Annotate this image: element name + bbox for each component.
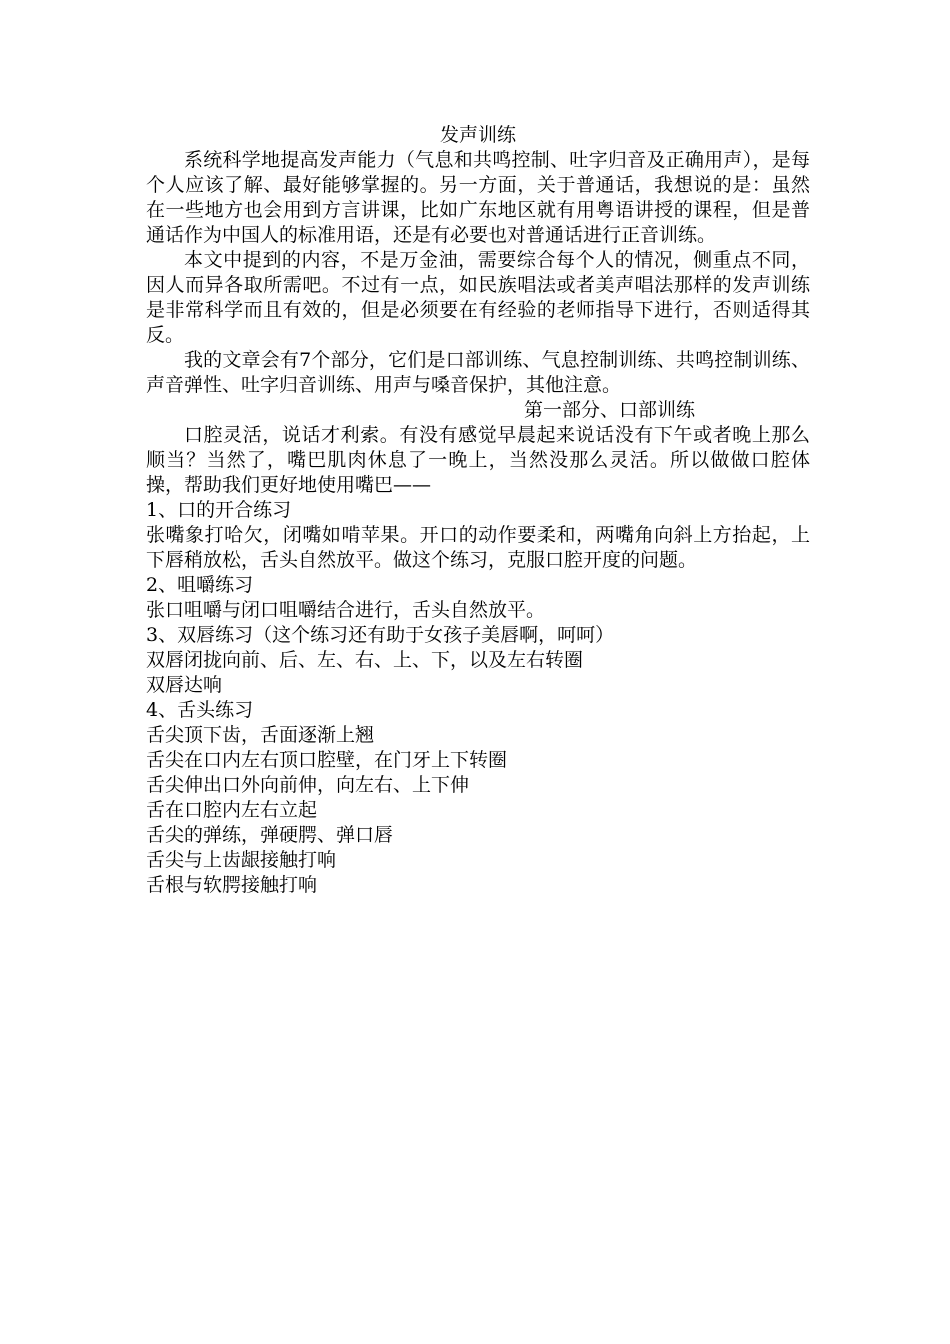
exercise-heading: 3、双唇练习（这个练习还有助于女孩子美唇啊，呵呵） xyxy=(146,624,615,646)
exercise-text: 舌尖在口内左右顶口腔壁，在门牙上下转圈 xyxy=(146,749,508,771)
intro-paragraph: 我的文章会有7个部分，它们是口部训练、气息控制训练、共鸣控制训练、声音弹性、吐字归音训练、用声与嗓音保护，其他注意。 xyxy=(146,349,810,396)
exercise-text: 张口咀嚼与闭口咀嚼结合进行，舌头自然放平。 xyxy=(146,599,546,621)
intro-paragraph: 系统科学地提高发声能力（气息和共鸣控制、吐字归音及正确用声），是每个人应该了解、最好能够掌握的。另一方面，关于普通话，我想说的是：虽然在一些地方也会用到方言讲课，比如广东地区就有用粤语讲授的课程，但是普通话作为中国人的标准用语，还是有必要也对普通话进行正音训练。 xyxy=(146,149,810,246)
exercise-heading: 2、咀嚼练习 xyxy=(146,574,254,596)
exercise-heading: 4、舌头练习 xyxy=(146,699,254,721)
exercise-text: 舌尖伸出口外向前伸，向左右、上下伸 xyxy=(146,774,470,796)
intro-paragraph: 本文中提到的内容，不是万金油，需要综合每个人的情况，侧重点不同，因人而异各取所需吧。不过有一点，如民族唱法或者美声唱法那样的发声训练是非常科学而且有效的，但是必须要在有经验的老师指导下进行，否则适得其反。 xyxy=(146,249,810,346)
exercise-text: 舌根与软腭接触打响 xyxy=(146,874,318,896)
exercise-text: 双唇闭拢向前、后、左、右、上、下，以及左右转圈 xyxy=(146,649,584,671)
exercise-heading: 1、口的开合练习 xyxy=(146,499,292,521)
exercise-text: 舌尖的弹练，弹硬腭、弹口唇 xyxy=(146,824,394,846)
section-heading: 第一部分、口部训练 xyxy=(524,399,696,421)
section-intro-paragraph: 口腔灵活，说话才利索。有没有感觉早晨起来说话没有下午或者晚上那么顺当？当然了，嘴巴肌肉休息了一晚上，当然没那么灵活。所以做做口腔体操，帮助我们更好地使用嘴巴—— xyxy=(146,424,810,496)
document-title: 发声训练 xyxy=(439,124,516,146)
exercise-text: 舌在口腔内左右立起 xyxy=(146,799,318,821)
exercise-text: 双唇达响 xyxy=(146,674,223,696)
exercise-text: 张嘴象打哈欠，闭嘴如啃苹果。开口的动作要柔和，两嘴角向斜上方抬起，上下唇稍放松，舌头自然放平。做这个练习，克服口腔开度的问题。 xyxy=(146,524,810,571)
exercise-text: 舌尖顶下齿，舌面逐渐上翘 xyxy=(146,724,375,746)
document-body xyxy=(146,123,810,898)
exercise-text: 舌尖与上齿龈接触打响 xyxy=(146,849,337,871)
